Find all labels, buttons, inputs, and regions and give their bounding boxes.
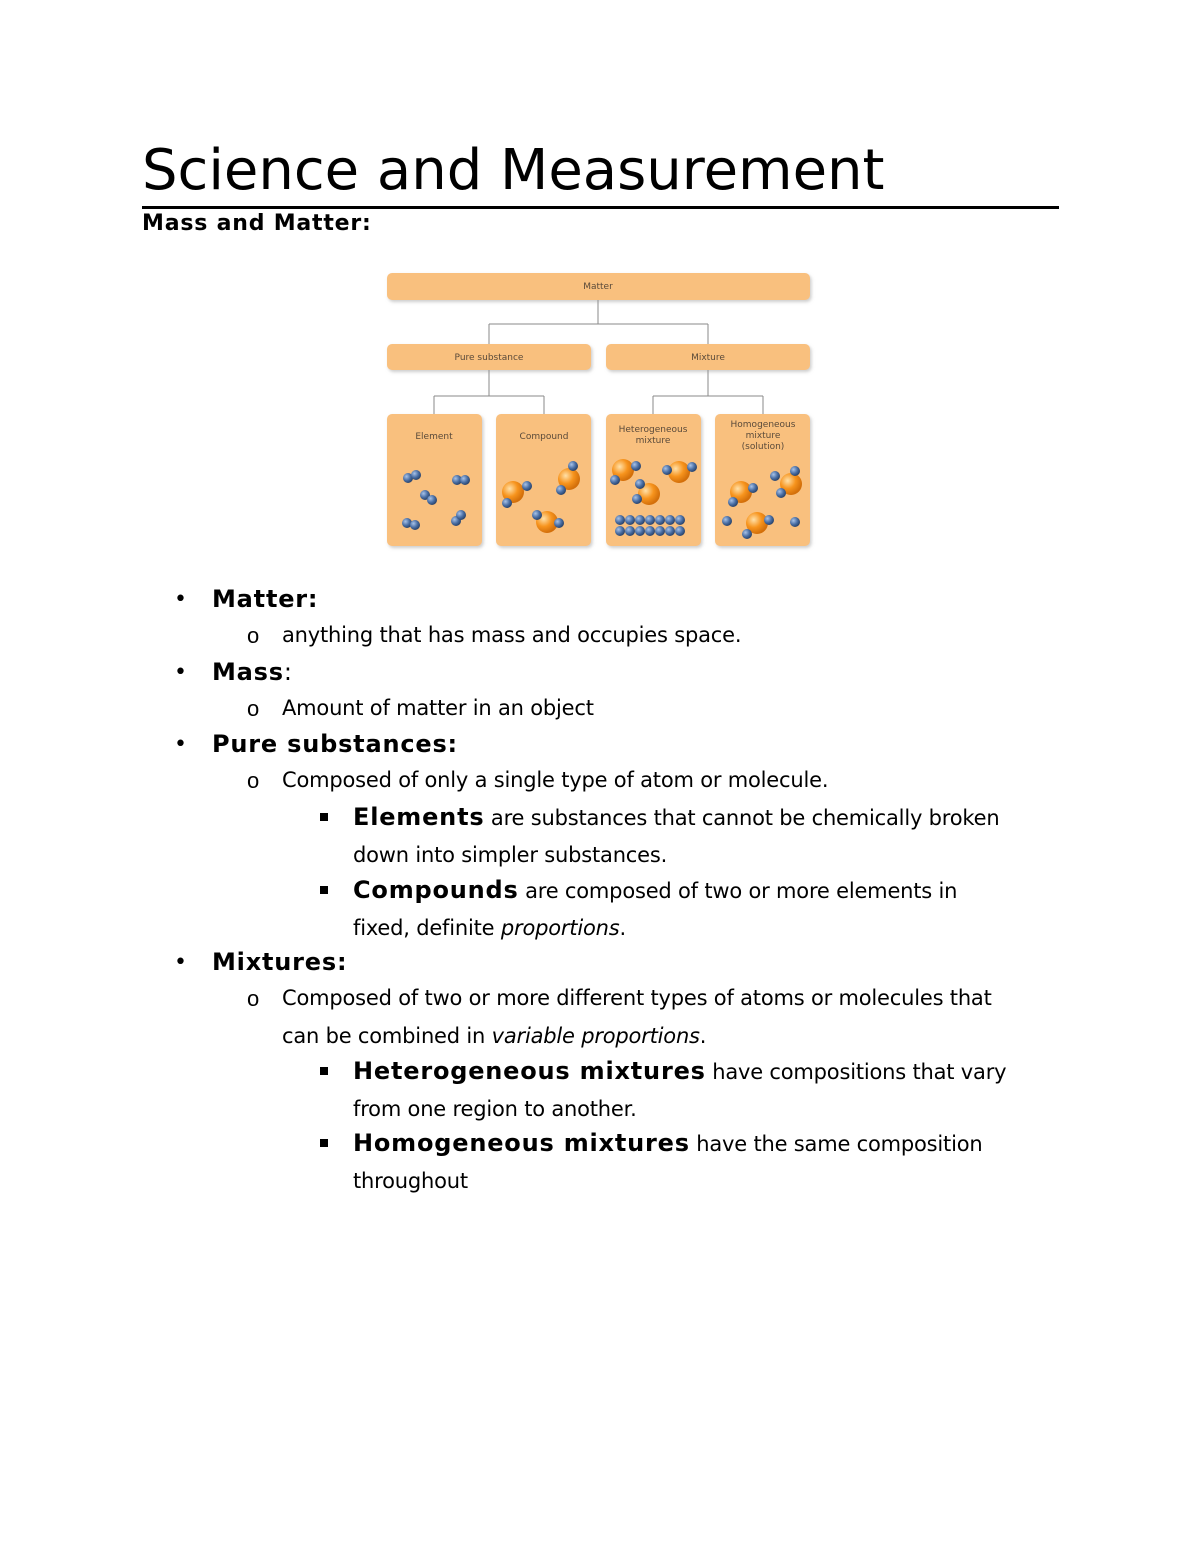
term-mass-colon: : [283,658,293,686]
def-mixtures-2 [282,1022,706,1050]
bullet-dot-icon: • [174,732,187,757]
bullet-square-icon [320,813,328,821]
diagram-label-compound: Compound [519,432,569,442]
compounds-line-1 [353,876,957,905]
diagram-label-heterogeneous-2: mixture [635,436,671,446]
term-pure-substances: Pure substances: [212,730,458,758]
section-heading: Mass and Matter: [142,211,372,236]
diagram-node-mixture [606,344,810,370]
bullet-circle-icon: o [247,696,260,721]
def-mixtures-1: Composed of two or more different types of atoms or molecules that [282,986,992,1010]
bullet-dot-icon: • [174,587,187,612]
def-pure-substances: Composed of only a single type of atom or molecule. [282,768,829,792]
def-mixtures-2b: variable proportions [491,1024,700,1048]
elements-desc-1: are substances that cannot be chemically broken [484,806,1000,830]
term-mass-label: Mass [212,658,284,686]
diagram-node-pure-substance [387,344,591,370]
bullet-square-icon [320,1139,328,1147]
diagram-label-homogeneous-1: Homogeneous [730,420,796,430]
compounds-line-2 [353,914,626,942]
bullet-dot-icon: • [174,660,187,685]
term-mass [212,657,293,687]
compounds-desc-1: are composed of two or more elements in [518,879,958,903]
term-mixtures: Mixtures: [212,948,348,976]
term-compounds: Compounds [353,876,519,904]
homo-line-1 [353,1129,983,1158]
compounds-desc-2b: proportions [500,916,620,940]
term-matter: Matter: [212,585,319,613]
title-underline [142,206,1059,209]
term-heterogeneous: Heterogeneous mixtures [353,1057,706,1085]
diagram-label-pure-substance: Pure substance [454,353,524,363]
bullet-circle-icon: o [247,768,260,793]
bullet-circle-icon: o [247,623,260,648]
compounds-desc-2a: fixed, definite [353,916,501,940]
matter-classification-diagram [361,258,841,556]
diagram-label-homogeneous-2: mixture [745,431,781,441]
elements-line-1 [353,803,999,832]
bullet-dot-icon: • [174,950,187,975]
diagram-label-matter: Matter [583,282,613,292]
homo-desc-1: have the same composition [689,1132,983,1156]
homo-line-2: throughout [353,1169,468,1193]
term-homogeneous: Homogeneous mixtures [353,1129,690,1157]
hetero-line-2: from one region to another. [353,1097,637,1121]
diagram-label-mixture: Mixture [691,353,725,363]
page-title: Science and Measurement [142,138,885,203]
def-mixtures-2a: can be combined in [282,1024,492,1048]
bullet-square-icon [320,1067,328,1075]
def-mass: Amount of matter in an object [282,696,594,720]
diagram-label-heterogeneous-1: Heterogeneous [618,425,688,435]
hetero-line-1 [353,1057,1006,1086]
def-matter: anything that has mass and occupies space. [282,623,742,647]
term-elements: Elements [353,803,485,831]
diagram-node-matter [387,273,810,300]
diagram-label-homogeneous-3: (solution) [741,442,785,452]
elements-line-2: down into simpler substances. [353,843,668,867]
bullet-circle-icon: o [247,986,260,1011]
hetero-desc-1: have compositions that vary [705,1060,1007,1084]
compounds-desc-2c: . [619,916,626,940]
def-mixtures-2c: . [699,1024,707,1048]
bullet-square-icon [320,886,328,894]
diagram-label-element: Element [415,432,453,442]
